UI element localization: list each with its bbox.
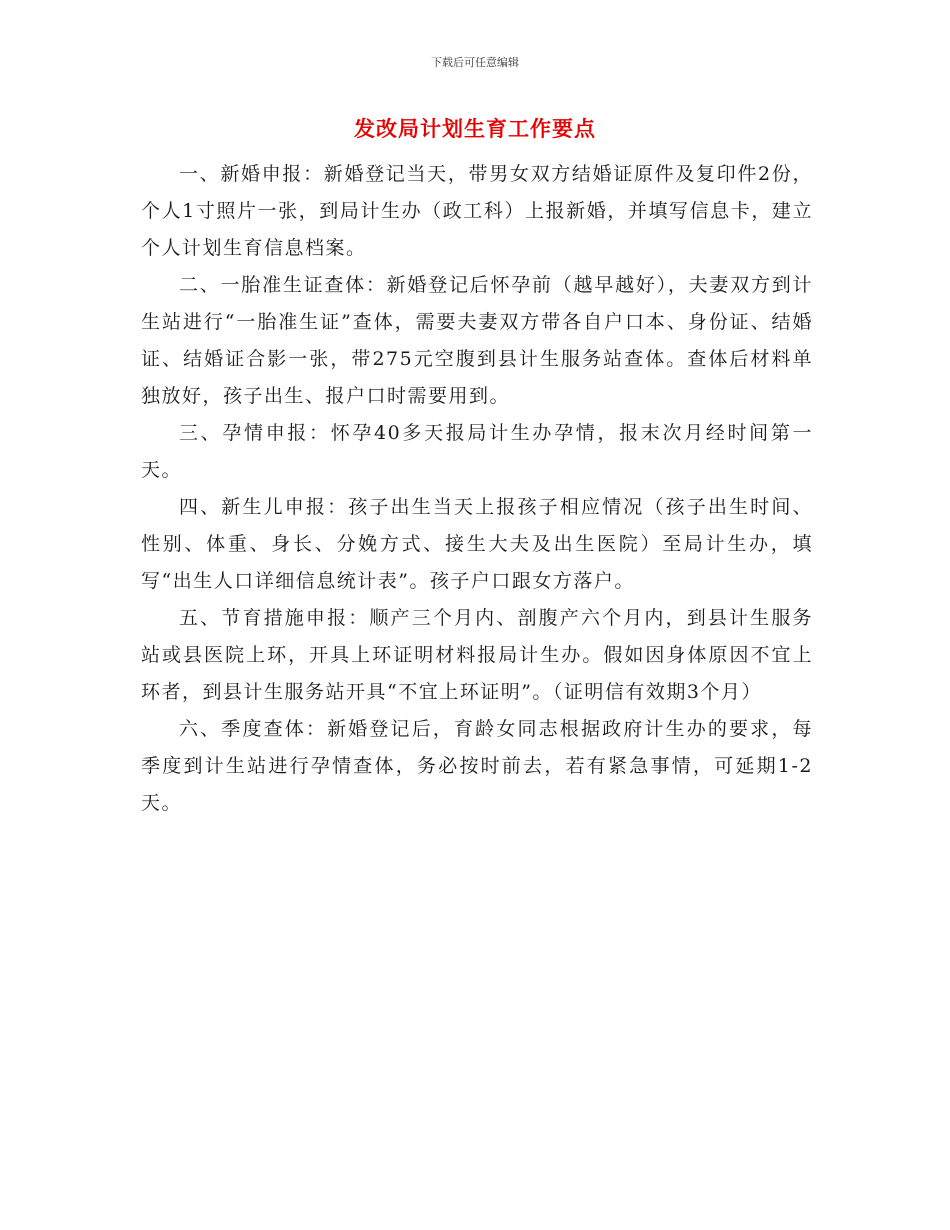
header-note: 下载后可任意编辑 xyxy=(431,56,519,69)
document-title: 发改局计划生育工作要点 xyxy=(354,117,596,141)
paragraph-pregnancy-report: 三、孕情申报：怀孕40多天报局计生办孕情，报末次月经时间第一天。 xyxy=(141,422,813,481)
paragraph-newborn-report: 四、新生儿申报：孩子出生当天上报孩子相应情况（孩子出生时间、性别、体重、身长、分娩方式、接生大夫及出生医院）至局计生办，填写“出生人口详细信息统计表”。孩子户口跟女方落户。 xyxy=(141,496,813,592)
paragraph-quarterly-checkup: 六、季度查体：新婚登记后，育龄女同志根据政府计生办的要求，每季度到计生站进行孕情查体，务必按时前去，若有紧急事情，可延期1-2天。 xyxy=(141,718,813,814)
paragraph-first-child-permit: 二、一胎准生证查体：新婚登记后怀孕前（越早越好），夫妻双方到计生站进行“一胎准生证”查体，需要夫妻双方带各自户口本、身份证、结婚证、结婚证合影一张，带275元空腹到县计生服务站查体。查体后材料单独放好，孩子出生、报户口时需要用到。 xyxy=(141,274,813,407)
paragraph-new-marriage: 一、新婚申报：新婚登记当天，带男女双方结婚证原件及复印件2份，个人1寸照片一张，到局计生办（政工科）上报新婚，并填写信息卡，建立个人计划生育信息档案。 xyxy=(141,163,813,259)
document-body xyxy=(141,156,813,822)
paragraph-contraception-report: 五、节育措施申报：顺产三个月内、剖腹产六个月内，到县计生服务站或县医院上环，开具上环证明材料报局计生办。假如因身体原因不宜上环者，到县计生服务站开具“不宜上环证明”。（证明信有效期3个月） xyxy=(141,607,813,703)
